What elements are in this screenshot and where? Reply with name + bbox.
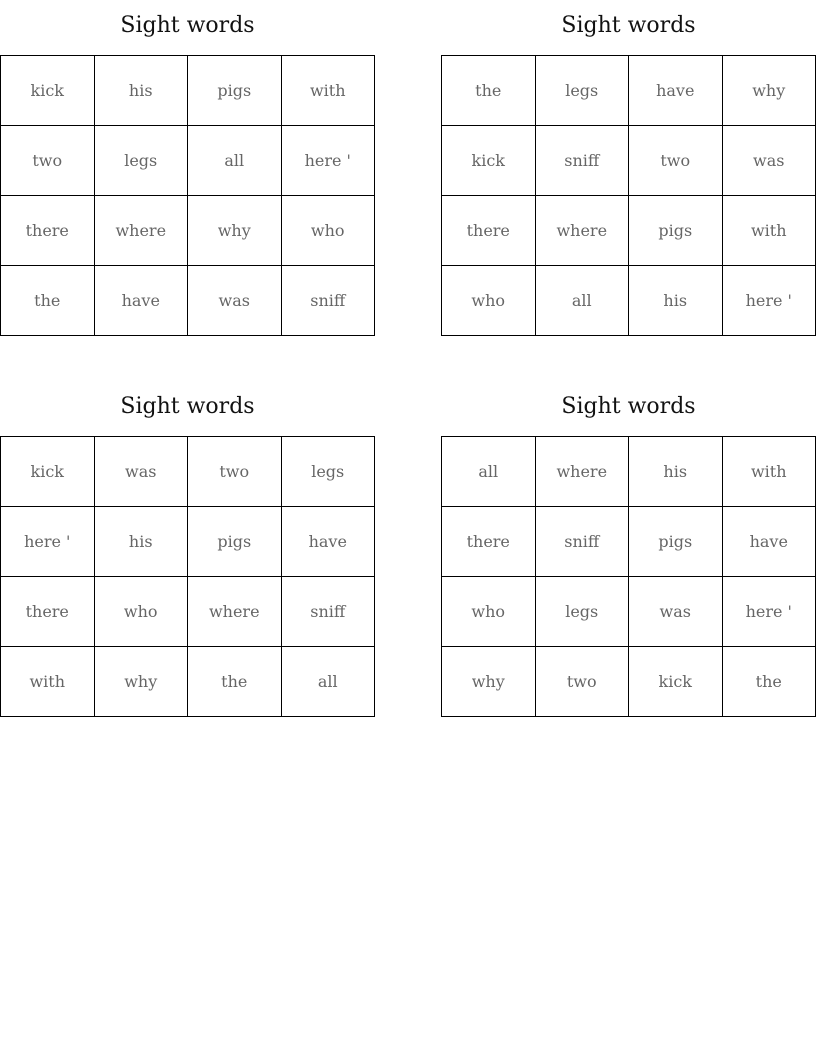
word-cell: sniff (536, 507, 630, 577)
word-cell: legs (536, 577, 630, 647)
word-grid (0, 436, 375, 717)
word-cell: sniff (282, 577, 376, 647)
word-cell: the (188, 647, 282, 717)
word-cell: have (282, 507, 376, 577)
word-grid (441, 55, 816, 336)
card-title: Sight words (561, 394, 696, 419)
word-cell: the (723, 647, 816, 717)
word-cell: his (629, 437, 723, 507)
word-cell: sniff (536, 126, 630, 196)
word-cell: where (536, 196, 630, 266)
word-cell: where (536, 437, 630, 507)
word-cell: all (188, 126, 282, 196)
word-cell: two (536, 647, 630, 717)
word-cell: have (629, 56, 723, 126)
word-cell: with (1, 647, 95, 717)
word-cell: legs (536, 56, 630, 126)
card-title: Sight words (120, 394, 255, 419)
word-cell: who (282, 196, 376, 266)
word-cell: the (442, 56, 536, 126)
word-cell: here ' (282, 126, 376, 196)
word-cell: who (95, 577, 189, 647)
bingo-card-4 (441, 381, 816, 717)
word-cell: was (188, 266, 282, 336)
word-cell: here ' (723, 577, 816, 647)
word-cell: why (442, 647, 536, 717)
word-cell: legs (95, 126, 189, 196)
word-cell: pigs (629, 507, 723, 577)
word-cell: his (95, 56, 189, 126)
bingo-card-1 (0, 0, 375, 336)
word-cell: two (629, 126, 723, 196)
word-cell: two (188, 437, 282, 507)
word-cell: kick (1, 56, 95, 126)
word-cell: why (723, 56, 816, 126)
word-cell: all (282, 647, 376, 717)
word-grid (0, 55, 375, 336)
word-cell: have (95, 266, 189, 336)
word-cell: here ' (723, 266, 816, 336)
word-grid (441, 436, 816, 717)
word-cell: kick (442, 126, 536, 196)
word-cell: all (536, 266, 630, 336)
bingo-card-2 (441, 0, 816, 336)
word-cell: there (1, 196, 95, 266)
word-cell: his (95, 507, 189, 577)
word-cell: there (1, 577, 95, 647)
word-cell: all (442, 437, 536, 507)
word-cell: where (95, 196, 189, 266)
word-cell: was (95, 437, 189, 507)
word-cell: where (188, 577, 282, 647)
word-cell: there (442, 507, 536, 577)
word-cell: pigs (188, 56, 282, 126)
word-cell: have (723, 507, 816, 577)
card-title: Sight words (561, 13, 696, 38)
word-cell: who (442, 266, 536, 336)
word-cell: pigs (188, 507, 282, 577)
word-cell: why (188, 196, 282, 266)
word-cell: was (723, 126, 816, 196)
word-cell: kick (1, 437, 95, 507)
word-cell: the (1, 266, 95, 336)
bingo-card-3 (0, 381, 375, 717)
word-cell: pigs (629, 196, 723, 266)
word-cell: with (723, 196, 816, 266)
word-cell: there (442, 196, 536, 266)
word-cell: sniff (282, 266, 376, 336)
word-cell: his (629, 266, 723, 336)
card-title: Sight words (120, 13, 255, 38)
word-cell: why (95, 647, 189, 717)
word-cell: legs (282, 437, 376, 507)
word-cell: two (1, 126, 95, 196)
word-cell: kick (629, 647, 723, 717)
word-cell: here ' (1, 507, 95, 577)
word-cell: with (282, 56, 376, 126)
word-cell: was (629, 577, 723, 647)
word-cell: with (723, 437, 816, 507)
word-cell: who (442, 577, 536, 647)
